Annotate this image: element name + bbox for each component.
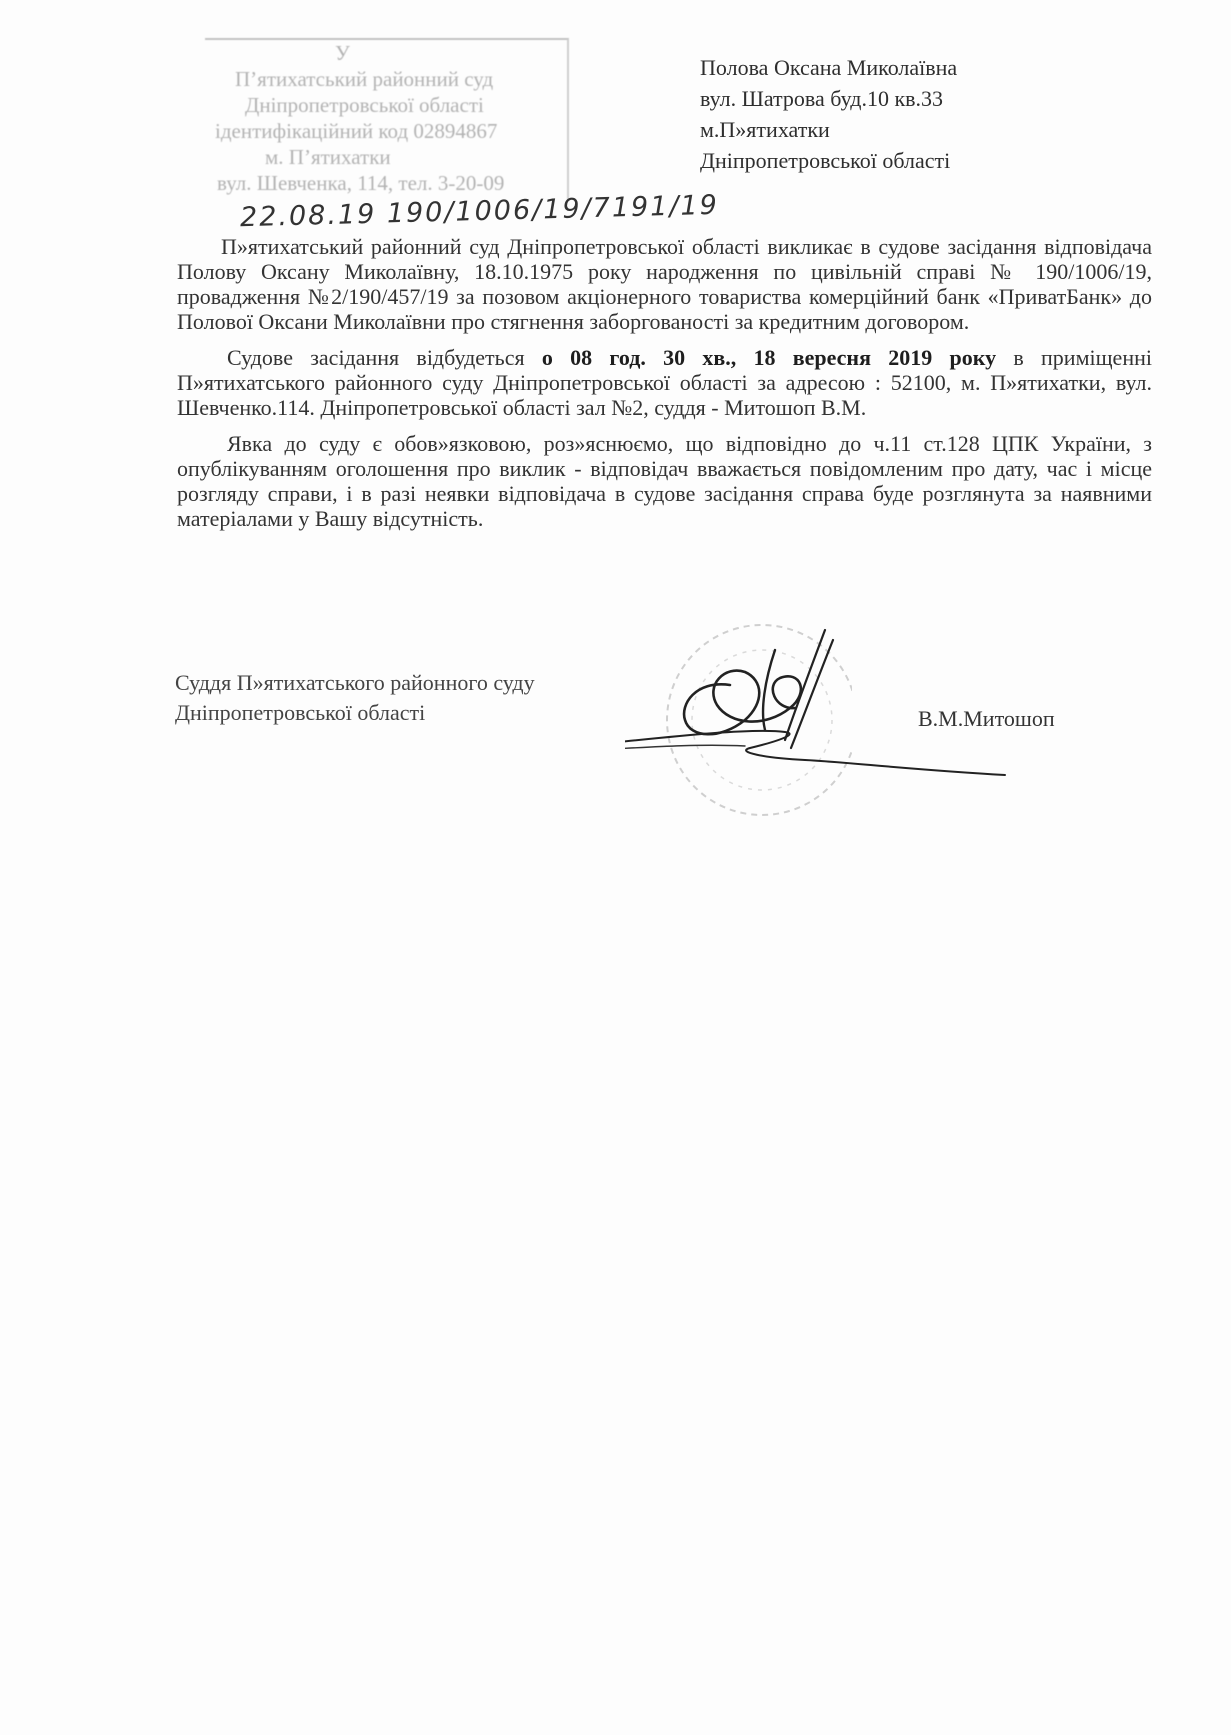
- summons-paragraph-2: [177, 345, 1152, 420]
- stamp-line: Пʼятихатський районний суд: [235, 67, 494, 91]
- addressee-region: Дніпропетровської області: [700, 148, 951, 173]
- addressee-name: Полова Оксана Миколаївна: [700, 55, 958, 80]
- stamp-line: м. Пʼятихатки: [265, 145, 391, 169]
- stamp-line: ідентифікаційний код 02894867: [215, 119, 498, 143]
- judge-title-line: Суддя П»ятихатського районного суду: [175, 670, 535, 695]
- addressee-block: [700, 52, 957, 176]
- hearing-datetime: о 08 год. 30 хв., 18 вересня 2019 року: [541, 345, 997, 370]
- court-stamp: [205, 38, 569, 200]
- judge-name: В.М.Митошоп: [918, 706, 1055, 731]
- stamp-line: У: [335, 41, 350, 65]
- judge-title-line: Дніпропетровської області: [175, 700, 426, 725]
- hearing-intro: Судове засідання відбудеться: [227, 345, 542, 370]
- stamp-line: Дніпропетровської області: [245, 93, 484, 117]
- handwritten-registration-number: 22.08.19 190/1006/19/7191/19: [239, 189, 720, 234]
- summons-body: [177, 234, 1152, 542]
- addressee-city: м.П»ятихатки: [700, 117, 830, 142]
- stamp-line: вул. Шевченка, 114, тел. 3-20-09: [217, 171, 505, 195]
- judge-title: [175, 668, 535, 728]
- summons-paragraph-3: Явка до суду є обов»язковою, роз»яснюємо, що відповідно до ч.11 ст.128 ЦПК України, з опублікуванням оголошення про виклик - відповідач вважається повідомленим про дату, час і місце розгляду справи, і в разі неявки відповідача в судове засідання справа буде розглянута за наявними матеріалами у Вашу відсутність.: [177, 431, 1152, 531]
- hearing-location: в приміщенні П»ятихатського районного суду Дніпропетровської області за адресою : 52100, м. П»ятихатки, вул. Шевченко.114. Дніпропетровської області зал №2, суддя - Митошоп В.М.: [177, 345, 1152, 420]
- addressee-street: вул. Шатрова буд.10 кв.33: [700, 86, 944, 111]
- summons-paragraph-1: П»ятихатський районний суд Дніпропетровської області викликає в судове засідання відповідача Полову Оксану Миколаївну, 18.10.1975 року народження по цивільній справі № 190/1006/19, провадження №2/190/457/19 за позовом акціонерного товариства комерційний банк «ПриватБанк» до Полової Оксани Миколаївни про стягнення заборгованості за кредитним договором.: [177, 234, 1152, 334]
